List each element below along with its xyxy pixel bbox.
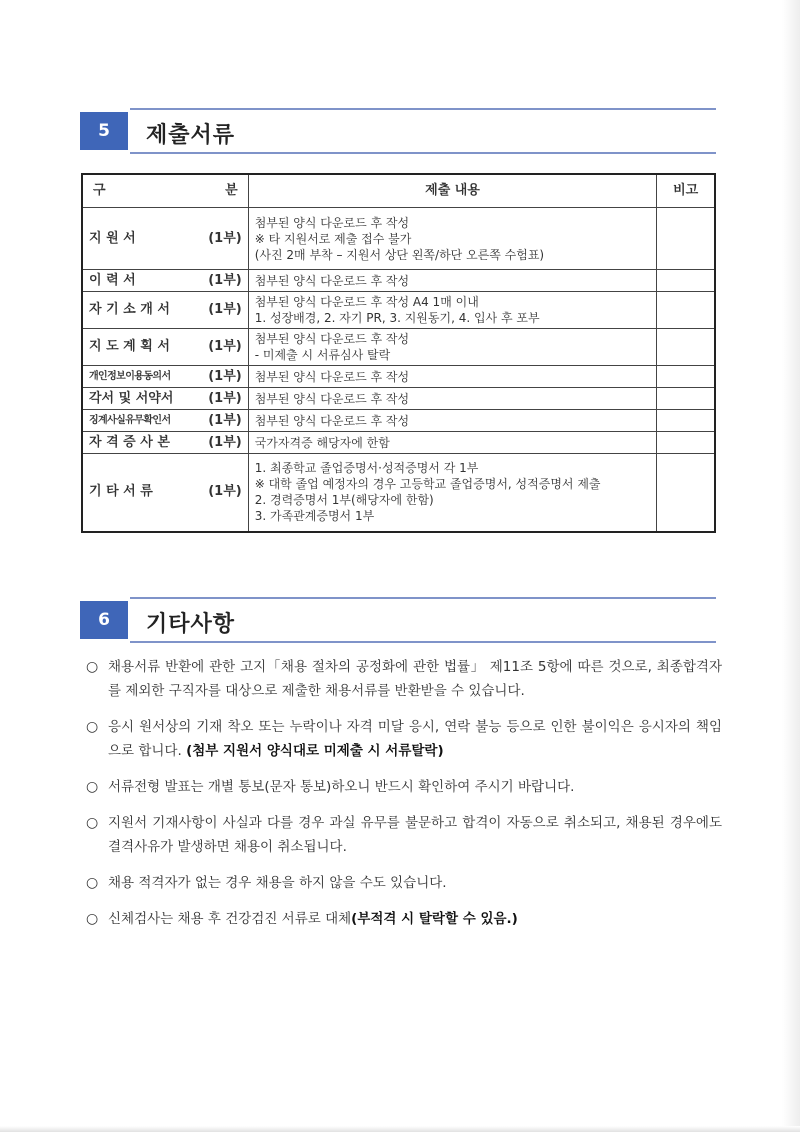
note-text: 서류전형 발표는 개별 통보(문자 통보)하오니 반드시 확인하여 주시기 바랍니다. (108, 779, 575, 795)
documents-table (81, 173, 716, 533)
list-item (86, 811, 722, 859)
circle-bullet-icon: ○ (86, 911, 99, 927)
header-category (82, 174, 248, 208)
row-label: 징계사실유무확인서 (89, 414, 171, 426)
header-note: 비고 (657, 174, 715, 208)
section-6-header (80, 597, 716, 643)
header-top-rule (130, 108, 716, 110)
row-count: (1부) (208, 302, 242, 317)
row-label: 각서 및 서약서 (89, 390, 174, 406)
row-note (657, 432, 715, 454)
list-item (86, 907, 722, 931)
header-top-rule (130, 597, 716, 599)
row-label: 개인정보이용동의서 (89, 370, 171, 382)
row-count: (1부) (208, 484, 242, 500)
note-text: 채용 적격자가 없는 경우 채용을 하지 않을 수도 있습니다. (108, 875, 447, 891)
row-label: 자 기 소 개 서 (89, 302, 170, 317)
circle-bullet-icon: ○ (86, 815, 99, 831)
row-count: (1부) (208, 230, 242, 246)
page-bottom-edge (0, 1126, 800, 1132)
row-content-line: 첨부된 양식 다운로드 후 작성 (254, 369, 410, 384)
section-title: 제출서류 (146, 123, 236, 148)
row-content-line: 첨부된 양식 다운로드 후 작성 (254, 391, 410, 406)
row-note (657, 292, 715, 329)
table-row (82, 329, 715, 366)
row-note (657, 410, 715, 432)
row-note (657, 454, 715, 532)
row-content-line: 1. 성장배경, 2. 자기 PR, 3. 지원동기, 4. 입사 후 포부 (254, 311, 540, 325)
table-row (82, 454, 715, 532)
notes-list (86, 655, 722, 943)
header-category-right: 분 (225, 183, 238, 198)
circle-bullet-icon: ○ (86, 779, 99, 795)
table-row (82, 366, 715, 388)
list-item (86, 715, 722, 763)
header-bottom-rule (130, 641, 716, 643)
row-content-line: ※ 타 지원서로 제출 접수 불가 (254, 231, 412, 246)
section-title: 기타사항 (146, 612, 236, 637)
row-count: (1부) (208, 339, 242, 354)
table-row (82, 292, 715, 329)
list-item (86, 871, 722, 895)
note-bold-text: (부적격 시 탈락할 수 있음.) (351, 911, 518, 927)
list-item (86, 655, 722, 703)
header-content: 제출 내용 (248, 174, 657, 208)
page-edge-shadow (782, 0, 800, 1132)
section-number-badge: 5 (80, 112, 128, 150)
row-label: 지 도 계 획 서 (89, 339, 170, 354)
circle-bullet-icon: ○ (86, 875, 99, 891)
row-note (657, 366, 715, 388)
list-item (86, 775, 722, 799)
note-text: 채용서류 반환에 관한 고지「채용 절차의 공정화에 관한 법률」 제11조 5항에 따른 것으로, 최종합격자를 제외한 구직자를 대상으로 제출한 채용서류를 반환받을 수 있습니다. (108, 659, 722, 699)
table-row (82, 270, 715, 292)
row-content-line: 2. 경력증명서 1부(해당자에 한함) (254, 493, 434, 508)
section-5-header (80, 108, 716, 154)
note-text: 응시 원서상의 기재 착오 또는 누락이나 자격 미달 응시, 연락 불능 등으로 인한 불이익은 응시자의 책임으로 합니다. (108, 719, 722, 759)
row-count: (1부) (208, 368, 242, 384)
row-label: 이 력 서 (89, 272, 136, 288)
row-content-line: 첨부된 양식 다운로드 후 작성 (254, 273, 410, 288)
row-label: 자 격 증 사 본 (89, 434, 170, 450)
row-count: (1부) (208, 272, 242, 288)
row-content-line: 국가자격증 해당자에 한함 (254, 435, 390, 450)
row-content-line: 첨부된 양식 다운로드 후 작성 (254, 332, 410, 346)
circle-bullet-icon: ○ (86, 719, 99, 735)
row-content-line: (사진 2매 부착 – 지원서 상단 왼쪽/하단 오른쪽 수험표) (254, 247, 545, 262)
note-bold-text: (첨부 지원서 양식대로 미제출 시 서류탈락) (186, 743, 444, 759)
header-category-left: 구 (93, 183, 106, 198)
table-row (82, 410, 715, 432)
circle-bullet-icon: ○ (86, 659, 99, 675)
row-count: (1부) (208, 390, 242, 406)
row-content-line: - 미제출 시 서류심사 탈락 (254, 348, 391, 362)
note-text: 지원서 기재사항이 사실과 다를 경우 과실 유무를 불문하고 합격이 자동으로 취소되고, 채용된 경우에도 결격사유가 발생하면 채용이 취소됩니다. (108, 815, 722, 855)
row-content-line: 3. 가족관계증명서 1부 (254, 509, 375, 524)
row-note (657, 329, 715, 366)
section-number-badge: 6 (80, 601, 128, 639)
row-label: 지 원 서 (89, 230, 136, 246)
row-note (657, 208, 715, 270)
table-row (82, 432, 715, 454)
row-label: 기 타 서 류 (89, 484, 153, 500)
row-content-line: ※ 대학 졸업 예정자의 경우 고등학교 졸업증명서, 성적증명서 제출 (254, 477, 601, 492)
table-header-row (82, 174, 715, 208)
row-content-line: 첨부된 양식 다운로드 후 작성 (254, 215, 410, 230)
table-row (82, 388, 715, 410)
table-row (82, 208, 715, 270)
row-count: (1부) (208, 412, 242, 428)
row-note (657, 388, 715, 410)
note-text: 신체검사는 채용 후 건강검진 서류로 대체 (108, 911, 352, 927)
row-count: (1부) (208, 434, 242, 450)
row-content-line: 첨부된 양식 다운로드 후 작성 (254, 413, 410, 428)
row-content-line: 1. 최종학교 졸업증명서·성적증명서 각 1부 (254, 461, 479, 476)
header-bottom-rule (130, 152, 716, 154)
row-content-line: 첨부된 양식 다운로드 후 작성 A4 1매 이내 (254, 295, 479, 309)
row-note (657, 270, 715, 292)
